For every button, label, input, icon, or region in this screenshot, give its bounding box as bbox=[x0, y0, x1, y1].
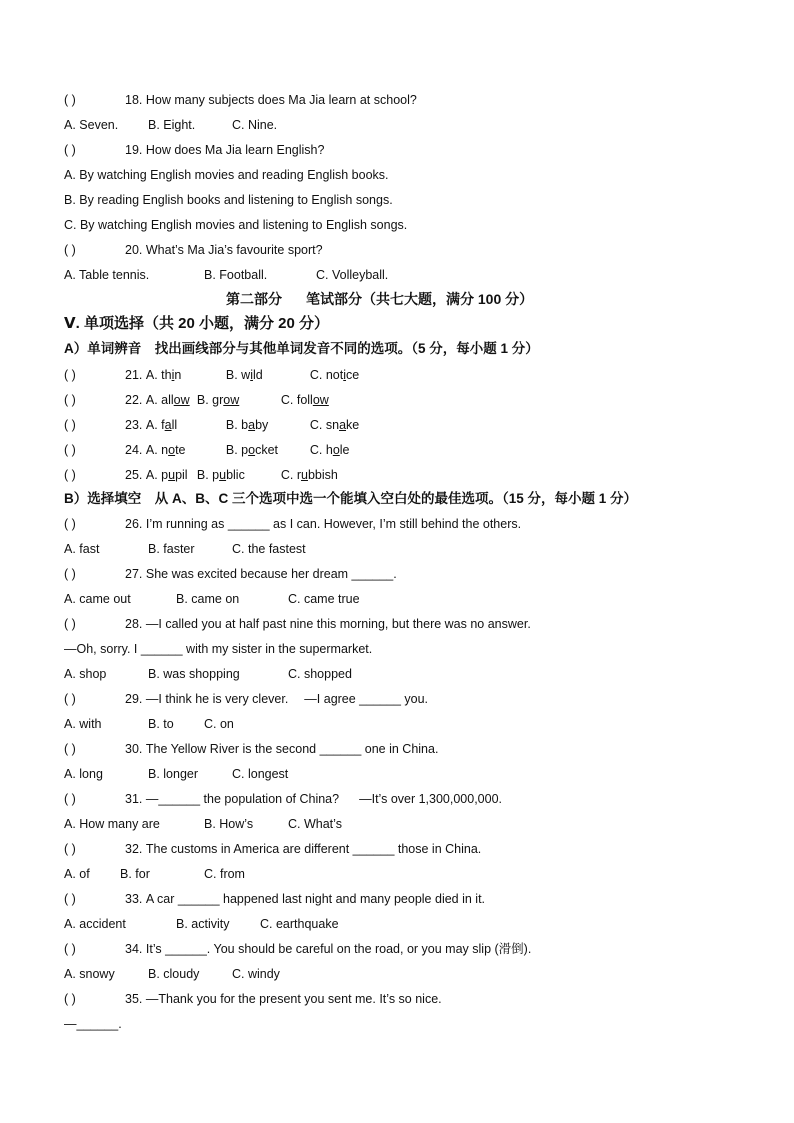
answer-blank[interactable]: ( ) bbox=[64, 942, 76, 956]
answer-blank[interactable]: ( ) bbox=[64, 418, 76, 432]
question-28: ( ) 28. —I called you at half past nine this morning, but there was no answer. bbox=[64, 617, 531, 631]
question-35: ( ) 35. —Thank you for the present you sent me. It’s so nice. bbox=[64, 992, 442, 1006]
question-21: ( ) 21. A. thin B. wild C. notice bbox=[64, 368, 360, 382]
options-27: A. came out B. came on C. came true bbox=[64, 592, 360, 606]
option-19-a: A. By watching English movies and reading English books. bbox=[64, 168, 389, 182]
option-c: C. Volleyball. bbox=[316, 268, 389, 282]
option-19-b: B. By reading English books and listening to English songs. bbox=[64, 193, 393, 207]
question-34: ( ) 34. It’s ______. You should be careful on the road, or you may slip (滑倒). bbox=[64, 942, 532, 956]
question-22: ( ) 22. A. allow B. grow C. follow bbox=[64, 393, 329, 407]
question-31: ( ) 31. —______ the population of China? —It’s over 1,300,000,000. bbox=[64, 792, 503, 806]
question-19: ( ) 19. How does Ma Jia learn English? bbox=[64, 143, 325, 157]
question-32: ( ) 32. The customs in America are different ______ those in China. bbox=[64, 842, 482, 856]
answer-blank[interactable]: ( ) bbox=[64, 443, 76, 457]
question-29: ( ) 29. —I think he is very clever. —I agree ______ you. bbox=[64, 692, 428, 706]
options-34: A. snowy B. cloudy C. windy bbox=[64, 967, 280, 981]
options-31: A. How many are B. How’s C. What’s bbox=[64, 817, 342, 831]
question-23: ( ) 23. A. fall B. baby C. snake bbox=[64, 418, 360, 432]
option-c: C. Nine. bbox=[232, 118, 278, 132]
answer-blank[interactable]: ( ) bbox=[64, 517, 76, 531]
answer-blank[interactable]: ( ) bbox=[64, 468, 76, 482]
question-33: ( ) 33. A car ______ happened last night and many people died in it. bbox=[64, 892, 486, 906]
options-32: A. of B. for C. from bbox=[64, 867, 245, 881]
options-30: A. long B. longer C. longest bbox=[64, 767, 289, 781]
answer-blank[interactable]: ( ) bbox=[64, 792, 76, 806]
sectionA-heading: A）单词辨音 找出画线部分与其他单词发音不同的选项。（5 分，每小题 1 分） bbox=[64, 341, 539, 356]
answer-blank[interactable]: ( ) bbox=[64, 992, 76, 1006]
option-19-c: C. By watching English movies and listening to English songs. bbox=[64, 218, 408, 232]
answer-blank[interactable]: ( ) bbox=[64, 368, 76, 382]
sectionB-heading: B）选择填空 从 A、B、C 三个选项中选一个能填入空白处的最佳选项。（15 分，每小题 1 分） bbox=[64, 491, 638, 506]
option-b: B. Eight. bbox=[148, 118, 196, 132]
options-33: A. accident B. activity C. earthquake bbox=[64, 917, 339, 931]
answer-blank[interactable]: ( ) bbox=[64, 892, 76, 906]
options-29: A. with B. to C. on bbox=[64, 717, 234, 731]
question-26: ( ) 26. I’m running as ______ as I can. However, I’m still behind the others. bbox=[64, 517, 522, 531]
answer-blank[interactable]: ( ) bbox=[64, 93, 76, 107]
section5-heading: Ⅴ. 单项选择（共 20 小题，满分 20 分） bbox=[64, 315, 329, 332]
question-18: ( ) 18. How many subjects does Ma Jia learn at school? bbox=[64, 93, 417, 107]
answer-blank[interactable]: ( ) bbox=[64, 393, 76, 407]
part2-heading: 第二部分 笔试部分（共七大题，满分 100 分） bbox=[226, 291, 534, 307]
answer-blank[interactable]: ( ) bbox=[64, 617, 76, 631]
question-28-reply: —Oh, sorry. I ______ with my sister in the supermarket. bbox=[64, 642, 373, 656]
answer-blank[interactable]: ( ) bbox=[64, 692, 76, 706]
question-24: ( ) 24. A. note B. pocket C. hole bbox=[64, 443, 350, 457]
option-b: B. Football. bbox=[204, 268, 268, 282]
question-20: ( ) 20. What’s Ma Jia’s favourite sport? bbox=[64, 243, 323, 257]
option-a: A. Seven. bbox=[64, 118, 119, 132]
option-a: A. Table tennis. bbox=[64, 268, 150, 282]
options-18 bbox=[64, 117, 277, 133]
question-25: ( ) 25. A. pupil B. public C. rubbish bbox=[64, 468, 338, 482]
answer-blank[interactable]: ( ) bbox=[64, 842, 76, 856]
answer-blank[interactable]: ( ) bbox=[64, 742, 76, 756]
options-20 bbox=[64, 267, 388, 283]
options-26: A. fast B. faster C. the fastest bbox=[64, 542, 306, 556]
answer-blank[interactable]: ( ) bbox=[64, 143, 76, 157]
question-30: ( ) 30. The Yellow River is the second ______ one in China. bbox=[64, 742, 439, 756]
options-28: A. shop B. was shopping C. shopped bbox=[64, 667, 352, 681]
answer-blank[interactable]: ( ) bbox=[64, 243, 76, 257]
question-35-reply: —______. bbox=[64, 1017, 122, 1031]
question-27: ( ) 27. She was excited because her dream ______. bbox=[64, 567, 397, 581]
answer-blank[interactable]: ( ) bbox=[64, 567, 76, 581]
